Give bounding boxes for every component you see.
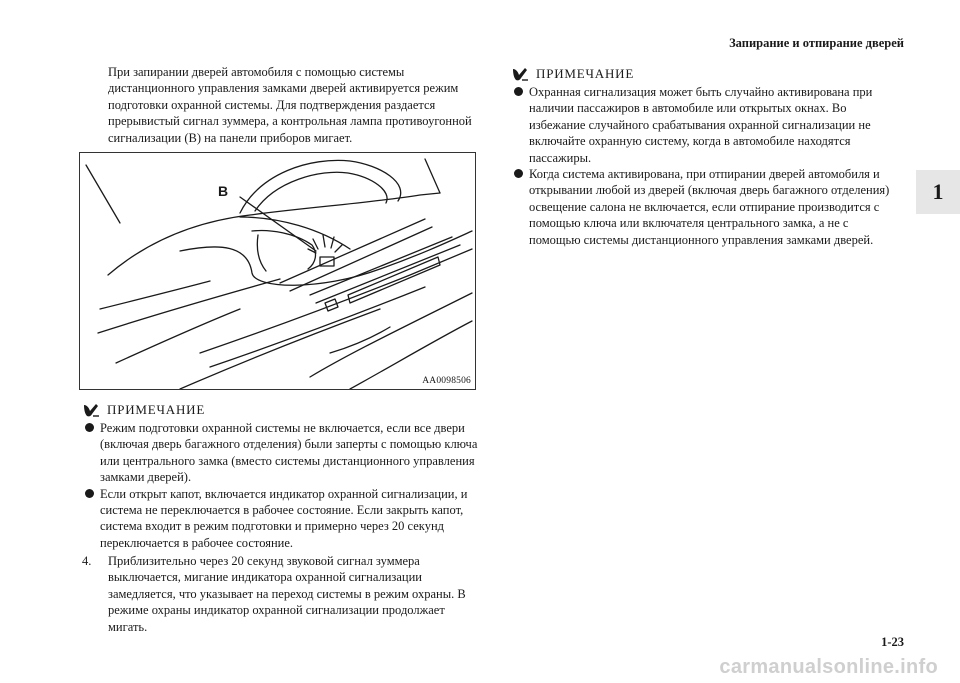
note-hand-icon: [511, 66, 530, 83]
list-item: [511, 84, 903, 166]
figure-code: AA0098506: [422, 376, 471, 386]
list-item: [82, 420, 482, 486]
dashboard-illustration: [79, 152, 476, 390]
list-item-text: Если открыт капот, включается индикатор охранной сигнализации, и система не переключается в рабочее состояние. Если закрыть капот, система входит в режим подготовки и примерно через 20 секунд переключается в рабочее состояние.: [100, 486, 468, 550]
bullet-icon: [514, 87, 523, 96]
list-item-text: Режим подготовки охранной системы не включается, если все двери (включая дверь багажного отделения) были заперты с помощью ключа или центрального замка (вместо системы дистанционного управления замками дверей).: [100, 421, 478, 485]
chapter-tab: 1: [916, 170, 960, 214]
page-header-title: Запирание и отпирание дверей: [729, 36, 904, 50]
list-item-text: Охранная сигнализация может быть случайно активирована при наличии пассажиров в автомобиле или открытых окнах. Во избежание случайного срабатывания охранной сигнализации не включайте охранную систему, когда в автомобиле находятся пассажиры.: [529, 85, 873, 165]
note-left-heading: [82, 402, 482, 419]
step-4: [82, 553, 482, 635]
list-item-text: Когда система активирована, при отпирании дверей автомобиля и открывании любой из дверей (включая дверь багажного отделения) освещение салона не включается, если отпирание производится с помощью ключа или включателя центрального замка, а не с помощью системы дистанционного управления замками дверей.: [529, 167, 890, 247]
step-text: Приблизительно через 20 секунд звуковой сигнал зуммера выключается, мигание индикатора охранной сигнализации замедляется, что указывает на переход системы в режим охраны. В режиме охраны индикатор охранной сигнализации продолжает мигать.: [108, 554, 466, 634]
intro-text: При запирании дверей автомобиля с помощью системы дистанционного управления замками дверей активируется режим подготовки охранной системы. Для подтверждения раздается прерывистый сигнал зуммера, а контрольная лампа противоугонной сигнализации (B) на панели приборов мигает.: [108, 65, 472, 145]
note-left-list: [82, 420, 482, 551]
watermark: carmanualsonline.info: [719, 656, 938, 678]
note-left: [82, 402, 482, 551]
intro-paragraph: [108, 64, 480, 146]
bullet-icon: [514, 169, 523, 178]
note-right-list: [511, 84, 903, 248]
figure-label-b: B: [218, 183, 229, 199]
note-left-heading-text: ПРИМЕЧАНИЕ: [107, 402, 206, 418]
page-number: 1-23: [881, 635, 904, 649]
step-number: 4.: [82, 554, 92, 568]
dashboard-drawing: [80, 153, 475, 389]
bullet-icon: [85, 423, 94, 432]
note-right: [511, 66, 903, 248]
list-item: [511, 166, 903, 248]
note-right-heading-text: ПРИМЕЧАНИЕ: [536, 66, 635, 82]
note-hand-icon: [82, 402, 101, 419]
bullet-icon: [85, 489, 94, 498]
note-right-heading: [511, 66, 903, 83]
list-item: [82, 486, 482, 552]
